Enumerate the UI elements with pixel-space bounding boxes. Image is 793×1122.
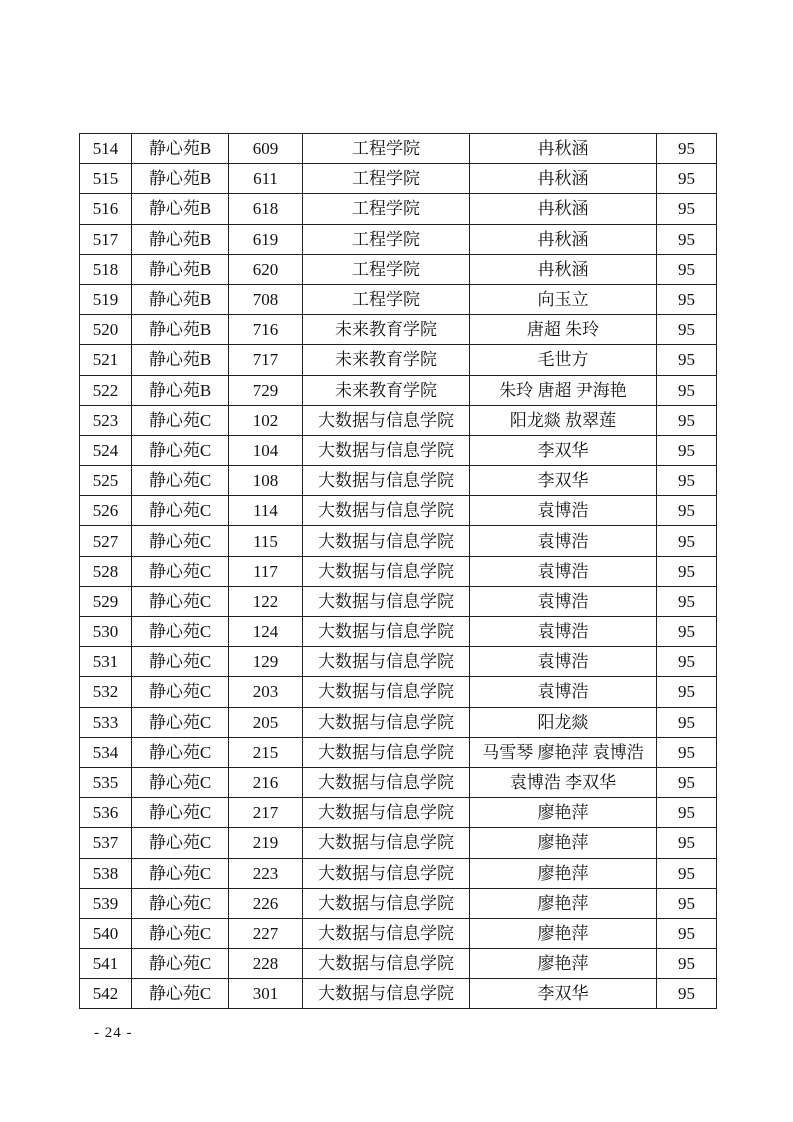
college-cell: 大数据与信息学院	[303, 496, 470, 526]
college-cell: 工程学院	[303, 284, 470, 314]
row-number-cell: 530	[80, 617, 132, 647]
table-row	[80, 284, 717, 314]
row-number-cell: 540	[80, 918, 132, 948]
room-number-cell: 205	[229, 707, 303, 737]
row-number-cell: 524	[80, 435, 132, 465]
score-cell: 95	[657, 888, 717, 918]
building-cell: 静心苑C	[132, 647, 229, 677]
building-cell: 静心苑B	[132, 224, 229, 254]
college-cell: 大数据与信息学院	[303, 466, 470, 496]
row-number-cell: 518	[80, 254, 132, 284]
score-cell: 95	[657, 918, 717, 948]
table-row	[80, 798, 717, 828]
counselor-cell: 冉秋涵	[470, 224, 657, 254]
room-number-cell: 203	[229, 677, 303, 707]
score-cell: 95	[657, 858, 717, 888]
college-cell: 大数据与信息学院	[303, 526, 470, 556]
score-cell: 95	[657, 315, 717, 345]
building-cell: 静心苑C	[132, 707, 229, 737]
table-row	[80, 194, 717, 224]
room-number-cell: 716	[229, 315, 303, 345]
table-row	[80, 979, 717, 1009]
score-cell: 95	[657, 466, 717, 496]
dormitory-score-table	[79, 133, 717, 1009]
college-cell: 工程学院	[303, 164, 470, 194]
college-cell: 大数据与信息学院	[303, 586, 470, 616]
room-number-cell: 104	[229, 435, 303, 465]
table-row	[80, 556, 717, 586]
score-cell: 95	[657, 526, 717, 556]
score-cell: 95	[657, 617, 717, 647]
table-row	[80, 737, 717, 767]
building-cell: 静心苑C	[132, 496, 229, 526]
room-number-cell: 122	[229, 586, 303, 616]
room-number-cell: 102	[229, 405, 303, 435]
building-cell: 静心苑C	[132, 677, 229, 707]
row-number-cell: 515	[80, 164, 132, 194]
college-cell: 大数据与信息学院	[303, 798, 470, 828]
score-cell: 95	[657, 254, 717, 284]
row-number-cell: 523	[80, 405, 132, 435]
score-cell: 95	[657, 496, 717, 526]
score-cell: 95	[657, 949, 717, 979]
room-number-cell: 227	[229, 918, 303, 948]
counselor-cell: 唐超 朱玲	[470, 315, 657, 345]
table-row	[80, 315, 717, 345]
building-cell: 静心苑C	[132, 949, 229, 979]
counselor-cell: 廖艳萍	[470, 949, 657, 979]
room-number-cell: 223	[229, 858, 303, 888]
building-cell: 静心苑B	[132, 375, 229, 405]
row-number-cell: 516	[80, 194, 132, 224]
row-number-cell: 537	[80, 828, 132, 858]
college-cell: 工程学院	[303, 224, 470, 254]
building-cell: 静心苑C	[132, 435, 229, 465]
counselor-cell: 冉秋涵	[470, 194, 657, 224]
page-number: - 24 -	[94, 1025, 133, 1041]
table-row	[80, 586, 717, 616]
room-number-cell: 708	[229, 284, 303, 314]
college-cell: 未来教育学院	[303, 375, 470, 405]
score-cell: 95	[657, 677, 717, 707]
counselor-cell: 袁博浩	[470, 526, 657, 556]
table-row	[80, 375, 717, 405]
counselor-cell: 袁博浩	[470, 677, 657, 707]
score-cell: 95	[657, 979, 717, 1009]
college-cell: 大数据与信息学院	[303, 677, 470, 707]
score-cell: 95	[657, 737, 717, 767]
score-cell: 95	[657, 828, 717, 858]
room-number-cell: 108	[229, 466, 303, 496]
counselor-cell: 袁博浩	[470, 586, 657, 616]
building-cell: 静心苑C	[132, 918, 229, 948]
counselor-cell: 袁博浩	[470, 617, 657, 647]
score-cell: 95	[657, 435, 717, 465]
room-number-cell: 611	[229, 164, 303, 194]
building-cell: 静心苑B	[132, 315, 229, 345]
table-row	[80, 435, 717, 465]
score-cell: 95	[657, 345, 717, 375]
score-cell: 95	[657, 194, 717, 224]
college-cell: 大数据与信息学院	[303, 918, 470, 948]
counselor-cell: 袁博浩	[470, 496, 657, 526]
counselor-cell: 袁博浩	[470, 647, 657, 677]
counselor-cell: 向玉立	[470, 284, 657, 314]
row-number-cell: 542	[80, 979, 132, 1009]
building-cell: 静心苑C	[132, 737, 229, 767]
building-cell: 静心苑C	[132, 858, 229, 888]
counselor-cell: 李双华	[470, 435, 657, 465]
table-row	[80, 828, 717, 858]
room-number-cell: 216	[229, 767, 303, 797]
college-cell: 未来教育学院	[303, 315, 470, 345]
room-number-cell: 124	[229, 617, 303, 647]
score-cell: 95	[657, 284, 717, 314]
row-number-cell: 541	[80, 949, 132, 979]
row-number-cell: 536	[80, 798, 132, 828]
building-cell: 静心苑C	[132, 767, 229, 797]
table-row	[80, 918, 717, 948]
counselor-cell: 廖艳萍	[470, 858, 657, 888]
building-cell: 静心苑C	[132, 405, 229, 435]
college-cell: 大数据与信息学院	[303, 556, 470, 586]
building-cell: 静心苑B	[132, 254, 229, 284]
college-cell: 大数据与信息学院	[303, 435, 470, 465]
college-cell: 未来教育学院	[303, 345, 470, 375]
table-row	[80, 647, 717, 677]
table-row	[80, 617, 717, 647]
score-cell: 95	[657, 767, 717, 797]
room-number-cell: 215	[229, 737, 303, 767]
college-cell: 大数据与信息学院	[303, 858, 470, 888]
counselor-cell: 阳龙燚	[470, 707, 657, 737]
counselor-cell: 李双华	[470, 979, 657, 1009]
score-cell: 95	[657, 647, 717, 677]
room-number-cell: 114	[229, 496, 303, 526]
room-number-cell: 117	[229, 556, 303, 586]
row-number-cell: 533	[80, 707, 132, 737]
college-cell: 大数据与信息学院	[303, 767, 470, 797]
row-number-cell: 520	[80, 315, 132, 345]
college-cell: 大数据与信息学院	[303, 737, 470, 767]
row-number-cell: 527	[80, 526, 132, 556]
counselor-cell: 冉秋涵	[470, 134, 657, 164]
college-cell: 工程学院	[303, 194, 470, 224]
room-number-cell: 717	[229, 345, 303, 375]
building-cell: 静心苑C	[132, 586, 229, 616]
row-number-cell: 517	[80, 224, 132, 254]
college-cell: 大数据与信息学院	[303, 707, 470, 737]
room-number-cell: 620	[229, 254, 303, 284]
college-cell: 大数据与信息学院	[303, 888, 470, 918]
row-number-cell: 529	[80, 586, 132, 616]
building-cell: 静心苑B	[132, 345, 229, 375]
building-cell: 静心苑C	[132, 466, 229, 496]
row-number-cell: 526	[80, 496, 132, 526]
table-row	[80, 707, 717, 737]
room-number-cell: 609	[229, 134, 303, 164]
table-row	[80, 496, 717, 526]
table-row	[80, 858, 717, 888]
counselor-cell: 袁博浩 李双华	[470, 767, 657, 797]
row-number-cell: 539	[80, 888, 132, 918]
building-cell: 静心苑C	[132, 617, 229, 647]
counselor-cell: 冉秋涵	[470, 254, 657, 284]
table-row	[80, 224, 717, 254]
room-number-cell: 228	[229, 949, 303, 979]
score-cell: 95	[657, 707, 717, 737]
row-number-cell: 532	[80, 677, 132, 707]
building-cell: 静心苑C	[132, 556, 229, 586]
counselor-cell: 袁博浩	[470, 556, 657, 586]
room-number-cell: 301	[229, 979, 303, 1009]
score-cell: 95	[657, 375, 717, 405]
college-cell: 工程学院	[303, 254, 470, 284]
table-row	[80, 164, 717, 194]
room-number-cell: 226	[229, 888, 303, 918]
college-cell: 大数据与信息学院	[303, 949, 470, 979]
table-body	[80, 134, 717, 1009]
table-row	[80, 405, 717, 435]
row-number-cell: 519	[80, 284, 132, 314]
table-row	[80, 677, 717, 707]
college-cell: 大数据与信息学院	[303, 828, 470, 858]
room-number-cell: 129	[229, 647, 303, 677]
table-row	[80, 949, 717, 979]
building-cell: 静心苑C	[132, 526, 229, 556]
counselor-cell: 朱玲 唐超 尹海艳	[470, 375, 657, 405]
building-cell: 静心苑B	[132, 194, 229, 224]
row-number-cell: 525	[80, 466, 132, 496]
score-cell: 95	[657, 586, 717, 616]
building-cell: 静心苑C	[132, 888, 229, 918]
counselor-cell: 廖艳萍	[470, 918, 657, 948]
table-row	[80, 888, 717, 918]
building-cell: 静心苑B	[132, 134, 229, 164]
counselor-cell: 冉秋涵	[470, 164, 657, 194]
counselor-cell: 廖艳萍	[470, 828, 657, 858]
score-cell: 95	[657, 164, 717, 194]
score-cell: 95	[657, 405, 717, 435]
building-cell: 静心苑B	[132, 164, 229, 194]
table-row	[80, 466, 717, 496]
row-number-cell: 534	[80, 737, 132, 767]
building-cell: 静心苑C	[132, 798, 229, 828]
college-cell: 大数据与信息学院	[303, 405, 470, 435]
room-number-cell: 619	[229, 224, 303, 254]
row-number-cell: 538	[80, 858, 132, 888]
college-cell: 大数据与信息学院	[303, 647, 470, 677]
table-row	[80, 254, 717, 284]
college-cell: 大数据与信息学院	[303, 617, 470, 647]
table-row	[80, 345, 717, 375]
room-number-cell: 115	[229, 526, 303, 556]
score-cell: 95	[657, 798, 717, 828]
room-number-cell: 217	[229, 798, 303, 828]
room-number-cell: 729	[229, 375, 303, 405]
table-row	[80, 526, 717, 556]
row-number-cell: 528	[80, 556, 132, 586]
counselor-cell: 廖艳萍	[470, 888, 657, 918]
building-cell: 静心苑C	[132, 979, 229, 1009]
counselor-cell: 毛世方	[470, 345, 657, 375]
score-cell: 95	[657, 224, 717, 254]
room-number-cell: 618	[229, 194, 303, 224]
college-cell: 大数据与信息学院	[303, 979, 470, 1009]
college-cell: 工程学院	[303, 134, 470, 164]
row-number-cell: 514	[80, 134, 132, 164]
counselor-cell: 廖艳萍	[470, 798, 657, 828]
row-number-cell: 521	[80, 345, 132, 375]
counselor-cell: 阳龙燚 敖翠莲	[470, 405, 657, 435]
table-row	[80, 767, 717, 797]
counselor-cell: 李双华	[470, 466, 657, 496]
building-cell: 静心苑B	[132, 284, 229, 314]
counselor-cell: 马雪琴 廖艳萍 袁博浩	[470, 737, 657, 767]
room-number-cell: 219	[229, 828, 303, 858]
row-number-cell: 531	[80, 647, 132, 677]
score-cell: 95	[657, 556, 717, 586]
building-cell: 静心苑C	[132, 828, 229, 858]
score-cell: 95	[657, 134, 717, 164]
table-row	[80, 134, 717, 164]
row-number-cell: 535	[80, 767, 132, 797]
row-number-cell: 522	[80, 375, 132, 405]
